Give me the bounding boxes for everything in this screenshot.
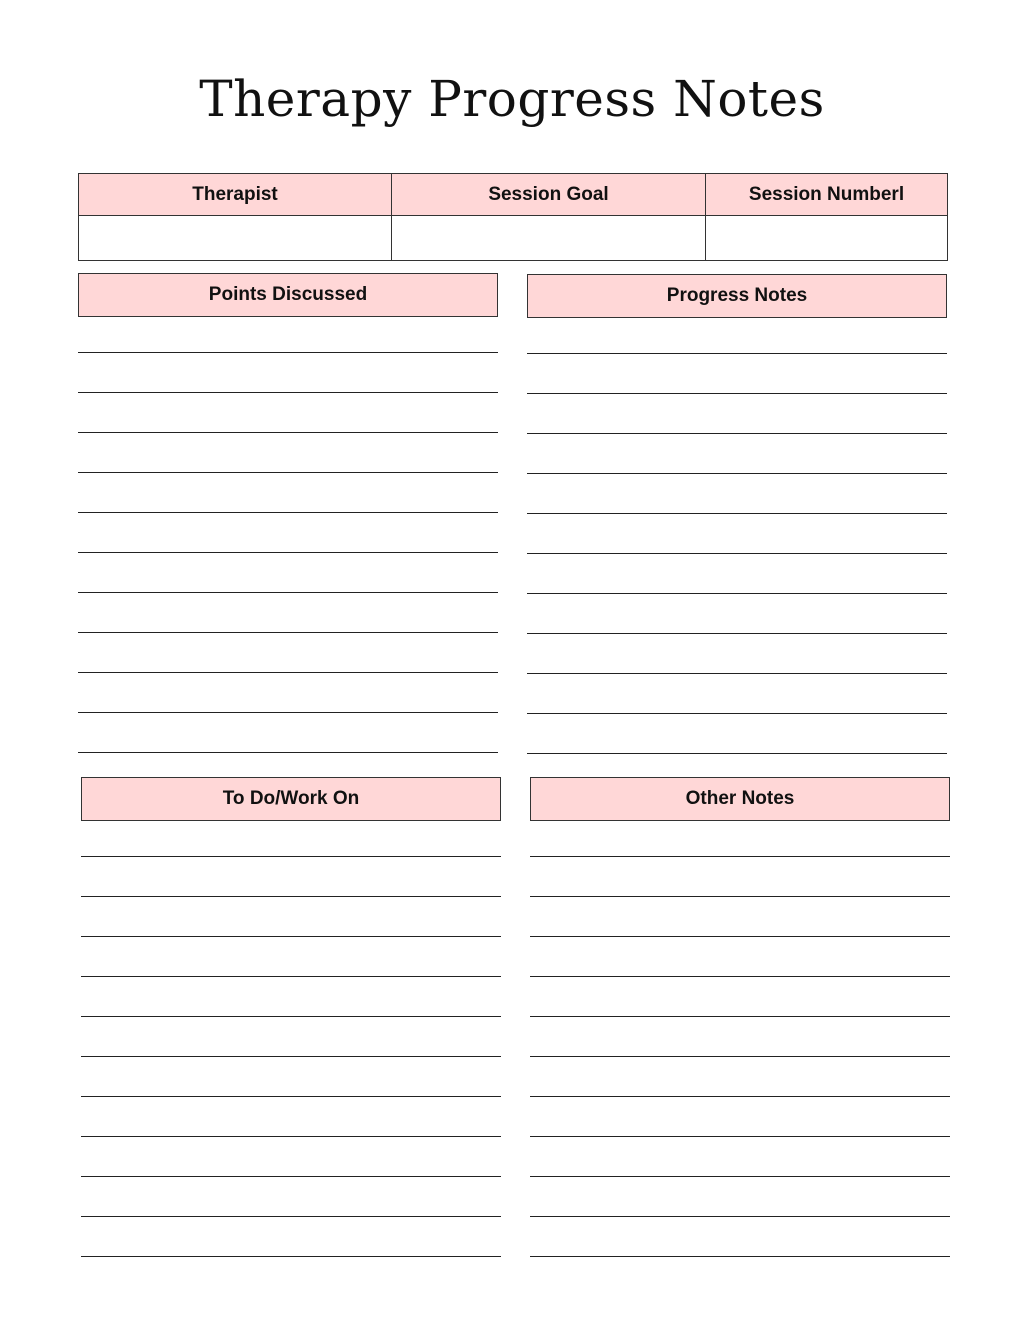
writing-line[interactable] (530, 1096, 950, 1097)
writing-line[interactable] (78, 552, 498, 553)
writing-line[interactable] (78, 632, 498, 633)
writing-line[interactable] (530, 896, 950, 897)
writing-line[interactable] (527, 713, 947, 714)
therapist-header: Therapist (79, 174, 392, 216)
other-notes-section (530, 777, 950, 821)
writing-line[interactable] (81, 976, 501, 977)
writing-line[interactable] (78, 352, 498, 353)
writing-line[interactable] (527, 753, 947, 754)
session-goal-field[interactable] (392, 216, 706, 261)
writing-line[interactable] (530, 936, 950, 937)
therapist-field[interactable] (79, 216, 392, 261)
session-number-header: Session Numberl (706, 174, 948, 216)
writing-line[interactable] (527, 553, 947, 554)
todo-header: To Do/Work On (81, 777, 501, 821)
writing-line[interactable] (81, 896, 501, 897)
writing-line[interactable] (530, 1056, 950, 1057)
writing-line[interactable] (527, 353, 947, 354)
writing-line[interactable] (81, 1096, 501, 1097)
writing-line[interactable] (527, 673, 947, 674)
writing-line[interactable] (81, 856, 501, 857)
session-info-table (78, 173, 948, 261)
writing-line[interactable] (81, 1256, 501, 1257)
points-discussed-header: Points Discussed (78, 273, 498, 317)
points-discussed-section (78, 273, 498, 317)
writing-line[interactable] (81, 936, 501, 937)
writing-line[interactable] (530, 1256, 950, 1257)
page-title: Therapy Progress Notes (199, 70, 825, 128)
writing-line[interactable] (530, 1176, 950, 1177)
writing-line[interactable] (530, 976, 950, 977)
writing-line[interactable] (530, 1016, 950, 1017)
writing-line[interactable] (78, 512, 498, 513)
writing-line[interactable] (527, 593, 947, 594)
writing-line[interactable] (527, 633, 947, 634)
progress-notes-header: Progress Notes (527, 274, 947, 318)
writing-line[interactable] (527, 393, 947, 394)
writing-line[interactable] (78, 672, 498, 673)
session-goal-header: Session Goal (392, 174, 706, 216)
writing-line[interactable] (78, 432, 498, 433)
writing-line[interactable] (530, 1216, 950, 1217)
session-number-field[interactable] (706, 216, 948, 261)
writing-line[interactable] (527, 473, 947, 474)
other-notes-header: Other Notes (530, 777, 950, 821)
writing-line[interactable] (81, 1176, 501, 1177)
writing-line[interactable] (527, 433, 947, 434)
writing-line[interactable] (78, 392, 498, 393)
writing-line[interactable] (81, 1216, 501, 1217)
writing-line[interactable] (78, 472, 498, 473)
writing-line[interactable] (81, 1056, 501, 1057)
writing-line[interactable] (78, 592, 498, 593)
writing-line[interactable] (78, 712, 498, 713)
writing-line[interactable] (530, 1136, 950, 1137)
writing-line[interactable] (81, 1016, 501, 1017)
writing-line[interactable] (78, 752, 498, 753)
writing-line[interactable] (530, 856, 950, 857)
writing-line[interactable] (527, 513, 947, 514)
writing-line[interactable] (81, 1136, 501, 1137)
progress-notes-section (527, 274, 947, 318)
todo-section (81, 777, 501, 821)
